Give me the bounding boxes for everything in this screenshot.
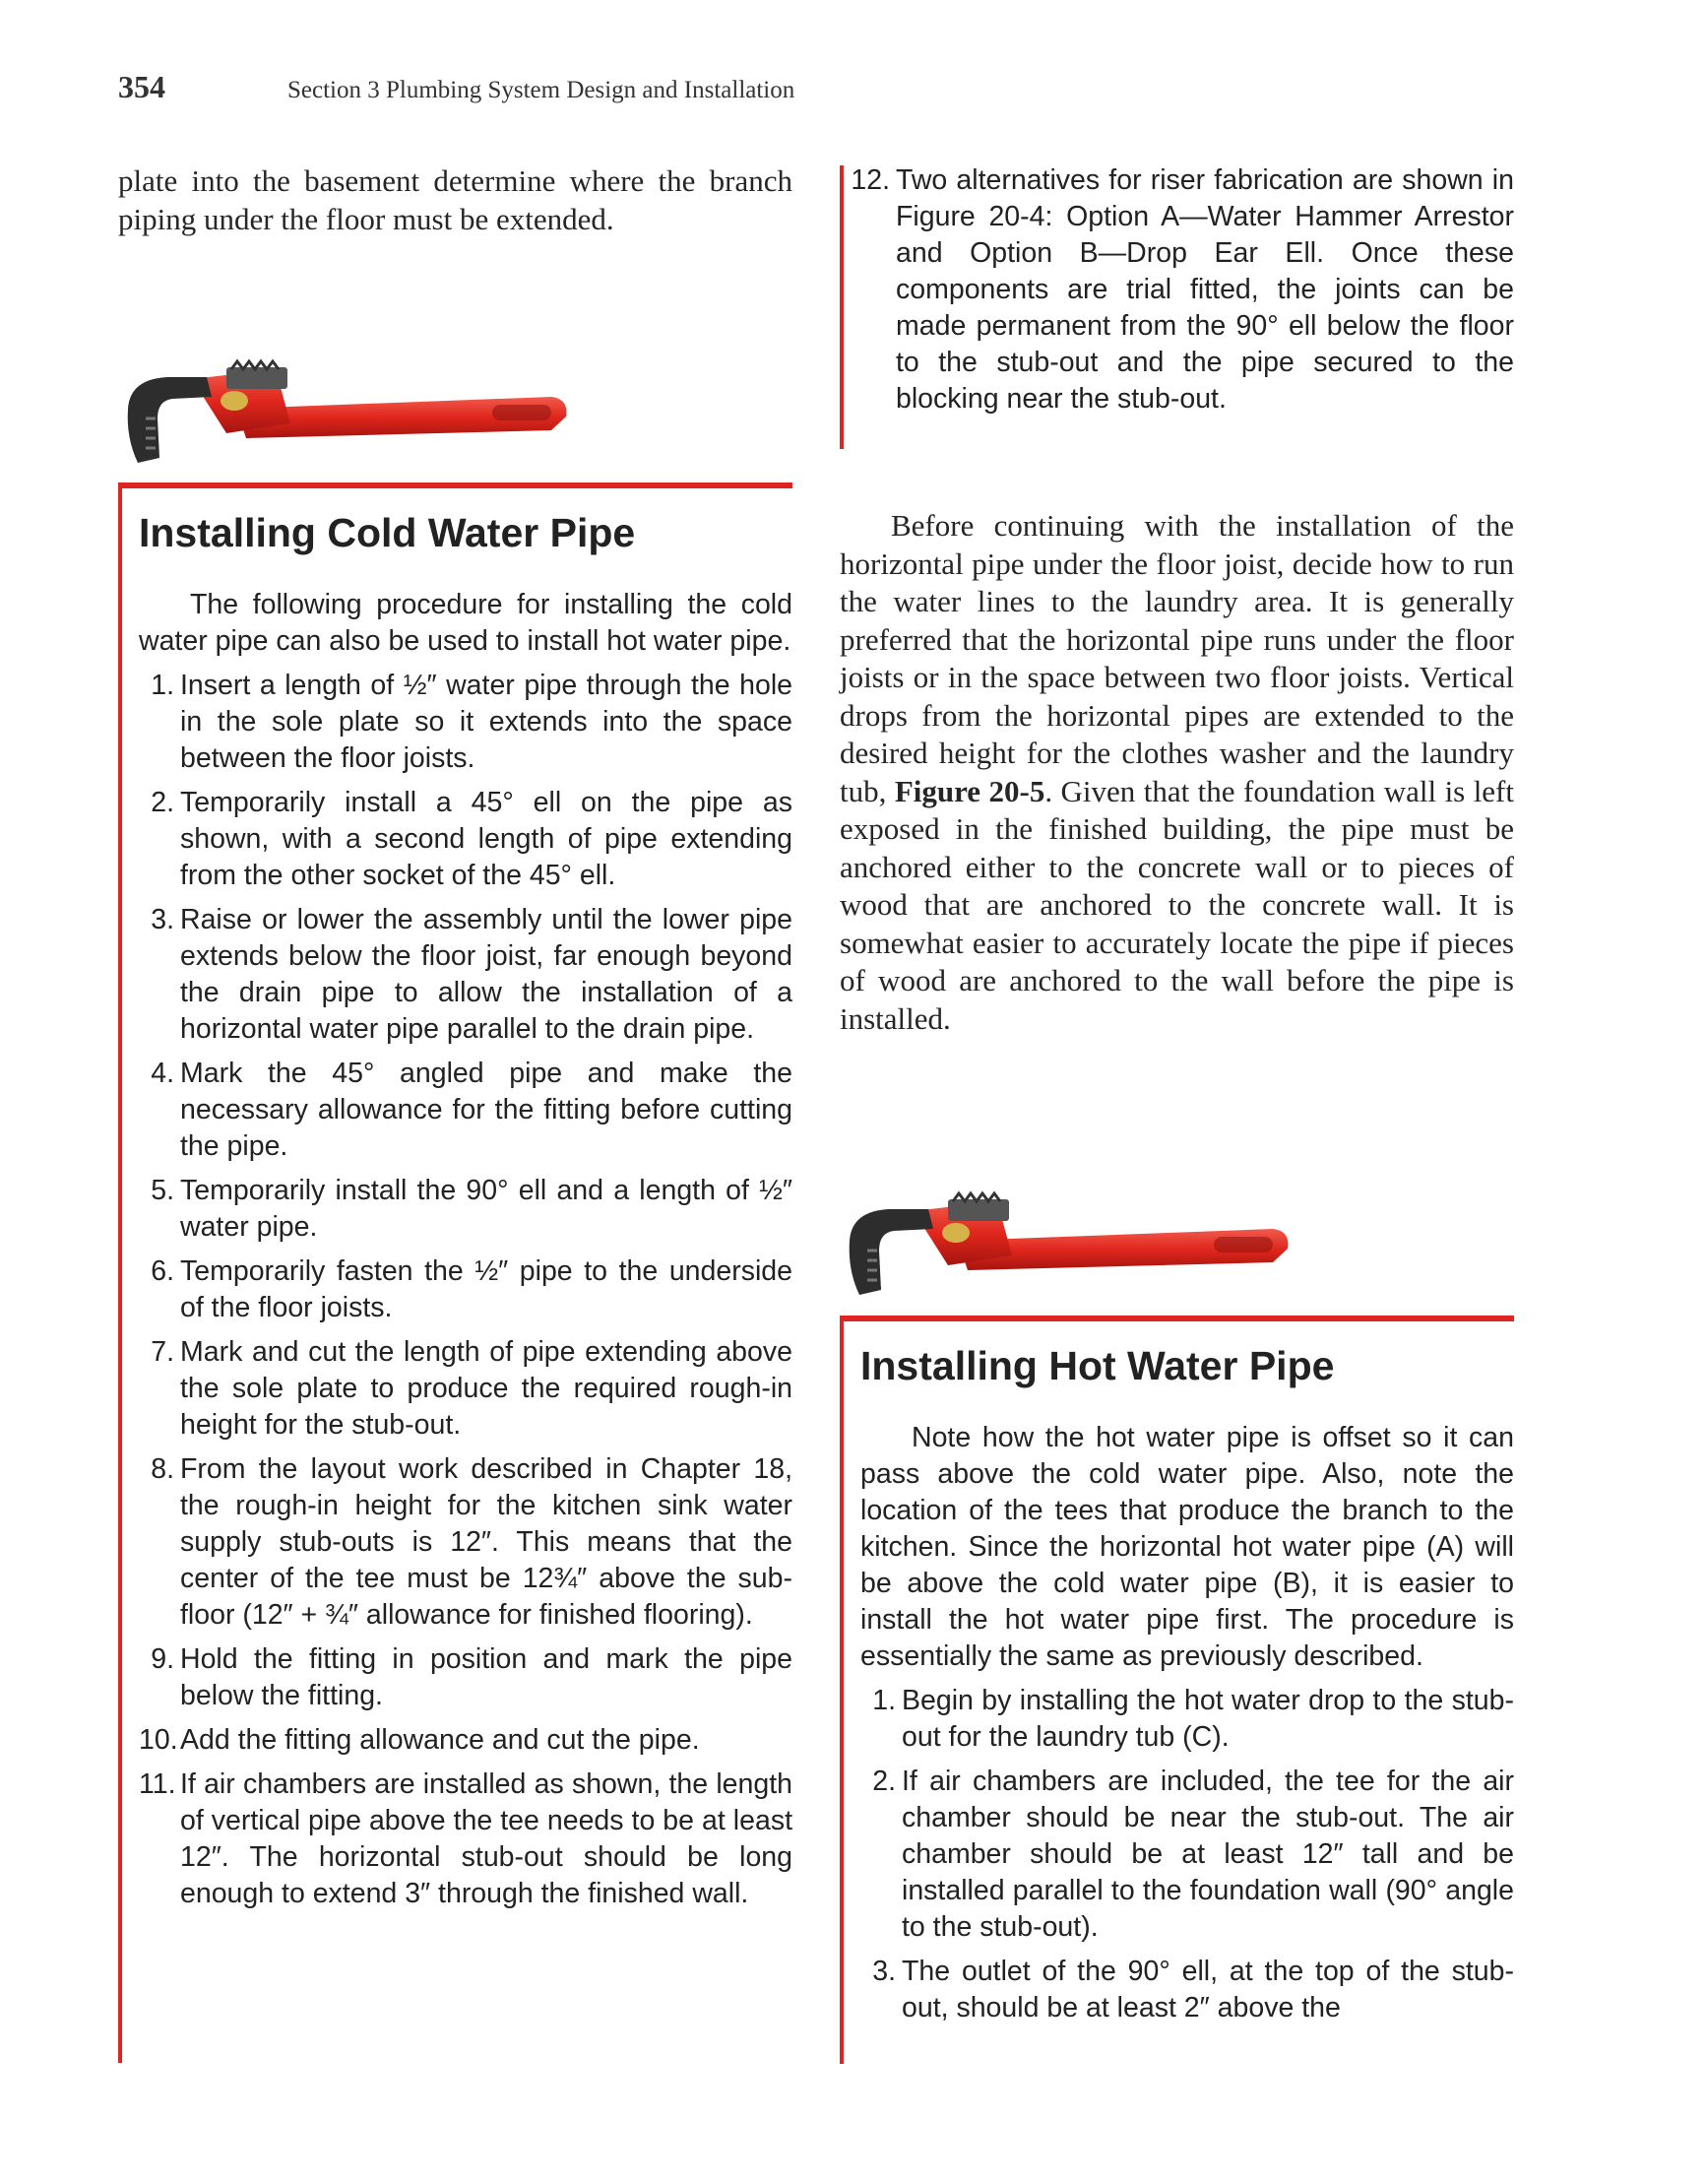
list-item: 10. Add the fitting allowance and cut the pipe. bbox=[139, 1724, 700, 1756]
left-column-intro bbox=[118, 162, 792, 238]
list-item: 2. Temporarily install a 45° ell on the pipe as shown, with a second length of pipe extending from the other socket of the 45° ell. bbox=[151, 787, 792, 891]
hot-water-content bbox=[860, 1420, 1514, 2026]
section-title-hot: Installing Hot Water Pipe bbox=[860, 1343, 1335, 1388]
list-item: 5. Temporarily install the 90° ell and a length of ½″ water pipe. bbox=[151, 1175, 792, 1243]
list-item: 1. Begin by installing the hot water drop to the stub-out for the laundry tub (C). bbox=[872, 1685, 1514, 1753]
cold-steps-list bbox=[139, 668, 792, 1912]
cold-water-section bbox=[118, 482, 792, 2063]
list-item: 6. Temporarily fasten the ½″ pipe to the underside of the floor joists. bbox=[151, 1255, 792, 1323]
list-item: 3. The outlet of the 90° ell, at the top of the stub-out, should be at least 2″ above the bbox=[872, 1956, 1514, 2023]
step12-block bbox=[847, 162, 1514, 418]
step12-list bbox=[847, 162, 1514, 418]
figure-reference: Figure 20-5 bbox=[894, 773, 1045, 808]
hot-steps-list bbox=[860, 1683, 1514, 2026]
list-item: 7. Mark and cut the length of pipe extending above the sole plate to produce the required rough-in height for the stub-out. bbox=[151, 1336, 792, 1441]
right-column-body bbox=[840, 507, 1514, 1038]
page-header bbox=[118, 69, 1595, 108]
list-item: 8. From the layout work described in Chapter 18, the rough-in height for the kitchen sink water supply stub-outs is 12″. This means that the center of the tee must be 12¾″ above the sub-floor (12″ + ¾″ allowance for finished flooring). bbox=[151, 1453, 792, 1631]
cold-intro: The following procedure for installing the cold water pipe can also be used to install hot water pipe. bbox=[139, 589, 792, 657]
continuation-paragraph: plate into the basement determine where the branch piping under the floor must be extended. bbox=[118, 163, 792, 236]
list-item: 1. Insert a length of ½″ water pipe through the hole in the sole plate so it extends into the space between the floor joists. bbox=[151, 670, 792, 774]
section-title-cold: Installing Cold Water Pipe bbox=[139, 510, 636, 555]
list-item: 3. Raise or lower the assembly until the lower pipe extends below the floor joist, far enough beyond the drain pipe to allow the installation of a horizontal water pipe parallel to the drain pipe. bbox=[151, 904, 792, 1045]
step12-accent-bar bbox=[840, 165, 844, 449]
pipe-wrench-image bbox=[840, 1172, 1293, 1310]
list-item: 2. If air chambers are included, the tee for the air chamber should be near the stub-out. The air chamber should be at least 12″ tall and be installed parallel to the foundation wall (90° angle to the stub-out). bbox=[872, 1766, 1514, 1943]
page-number: 354 bbox=[118, 69, 165, 104]
list-item: 4. Mark the 45° angled pipe and make the necessary allowance for the fitting before cutting the pipe. bbox=[151, 1058, 792, 1162]
cold-water-content bbox=[139, 587, 792, 1912]
list-item: 12. Two alternatives for riser fabrication are shown in Figure 20-4: Option A—Water Hammer Arrestor and Option B—Drop Ear Ell. Once these components are trial fitted, the joints can be made permanent from the 90° ell below the floor to the stub-out and the pipe secured to the blocking near the stub-out. bbox=[851, 164, 1514, 415]
list-item: 9. Hold the fitting in position and mark the pipe below the fitting. bbox=[151, 1643, 792, 1711]
hot-intro: Note how the hot water pipe is offset so it can pass above the cold water pipe. Also, note the location of the tees that produce the branch to the kitchen. Since the horizontal hot water pipe (A) will be above the cold water pipe (B), it is easier to install the hot water pipe first. The procedure is essentially the same as previously described. bbox=[860, 1422, 1514, 1672]
running-head: Section 3 Plumbing System Design and Installation bbox=[287, 77, 795, 103]
list-item: 11. If air chambers are installed as shown, the length of vertical pipe above the tee needs to be at least 12″. The horizontal stub-out should be long enough to extend 3″ through the finished wall. bbox=[139, 1768, 792, 1909]
hot-water-section bbox=[840, 1316, 1514, 2064]
laundry-paragraph: Before continuing with the installation of the horizontal pipe under the floor joist, decide how to run the water lines to the laundry area. It is generally preferred that the horizontal pipe runs under the floor joists or in the space between two floor joists. Vertical drops from the horizontal pipes are extended to the desired height for the clothes washer and the laundry tub, Figure 20-5. Given that the foundation wall is left exposed in the finished building, the pipe must be anchored either to the concrete wall or to pieces of wood that are anchored to the concrete wall. It is somewhat easier to accurately locate the pipe if pieces of wood are anchored to the wall before the pipe is installed. bbox=[840, 508, 1514, 1036]
pipe-wrench-image bbox=[118, 340, 571, 478]
